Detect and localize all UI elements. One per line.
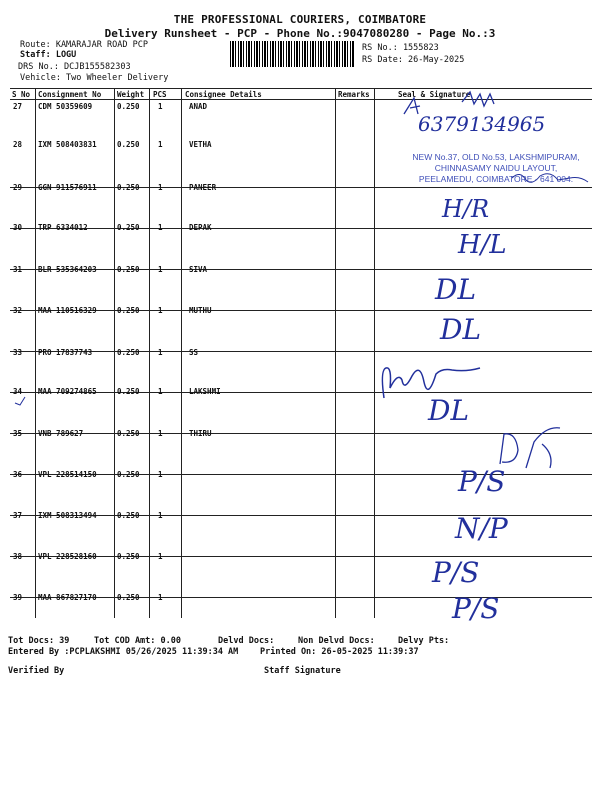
non-delvd-docs: Non Delvd Docs: <box>298 636 375 646</box>
row-consignment: TRP 6334012 <box>38 223 88 232</box>
row-weight: 0.250 <box>117 348 140 357</box>
mark-row29: H/R <box>442 195 490 223</box>
row-pcs: 1 <box>158 387 163 396</box>
row-pcs: 1 <box>158 511 163 520</box>
row-pcs: 1 <box>158 429 163 438</box>
row-sno: 30 <box>13 223 23 232</box>
row-weight: 0.250 <box>117 552 140 561</box>
row-consignment: VNB 789627 <box>38 429 84 438</box>
mark-row36: P/S <box>458 465 506 498</box>
staff-signature: Staff Signature <box>264 666 341 676</box>
row-pcs: 1 <box>158 223 163 232</box>
row-sno: 33 <box>13 348 23 357</box>
mark-row32: DL <box>440 313 482 346</box>
row-consignee: ANAD <box>189 102 208 111</box>
mark-row37: N/P <box>455 512 508 545</box>
tick-mark <box>13 393 27 407</box>
row-consignee: DEPAK <box>189 223 212 232</box>
row-weight: 0.250 <box>117 511 140 520</box>
row-weight: 0.250 <box>117 593 140 602</box>
row-weight: 0.250 <box>117 265 140 274</box>
verified-by: Verified By <box>8 666 65 676</box>
delvy-pts: Delvy Pts: <box>398 636 450 646</box>
row-consignment: MAA 110516329 <box>38 306 97 315</box>
row-consignment: GGN 911576911 <box>38 183 97 192</box>
row-consignment: VPL 228528160 <box>38 552 97 561</box>
tot-docs: Tot Docs: 39 <box>8 636 70 646</box>
row-sno: 39 <box>13 593 23 602</box>
route-label: Route: KAMARAJAR ROAD PCP <box>20 40 148 50</box>
row-consignment: VPL 228514150 <box>38 470 97 479</box>
row-sno: 35 <box>13 429 23 438</box>
row-consignee: SIVA <box>189 265 208 274</box>
row-sno: 32 <box>13 306 23 315</box>
barcode <box>230 41 355 67</box>
runsheet-title: Delivery Runsheet - PCP - Phone No.:9047080280 - Page No.:3 <box>104 27 496 40</box>
row-consignment: IXM 508313494 <box>38 511 97 520</box>
row-pcs: 1 <box>158 348 163 357</box>
col-remarks: Remarks <box>338 90 370 99</box>
rs-number: RS No.: 1555823 <box>362 43 439 53</box>
row-weight: 0.250 <box>117 429 140 438</box>
staff-label: Staff: LOGU <box>20 50 77 60</box>
row-weight: 0.250 <box>117 102 140 111</box>
col-sno: S No <box>12 90 31 99</box>
row-weight: 0.250 <box>117 387 140 396</box>
row-sno: 28 <box>13 140 23 149</box>
col-consignee: Consignee Details <box>185 90 262 99</box>
row-sno: 29 <box>13 183 23 192</box>
row-consignment: CDM 50359609 <box>38 102 93 111</box>
signature-stamp <box>510 168 590 188</box>
col-weight: Weight <box>117 90 145 99</box>
row-pcs: 1 <box>158 306 163 315</box>
handwritten-phone: 6379134965 <box>418 112 546 136</box>
row-consignee: SS <box>189 348 199 357</box>
row-pcs: 1 <box>158 265 163 274</box>
row-sno: 36 <box>13 470 23 479</box>
row-pcs: 1 <box>158 183 163 192</box>
drs-number: DRS No.: DCJB155582303 <box>18 62 131 72</box>
row-weight: 0.250 <box>117 223 140 232</box>
row-weight: 0.250 <box>117 306 140 315</box>
delvd-docs: Delvd Docs: <box>218 636 275 646</box>
printed-on: Printed On: 26-05-2025 11:39:37 <box>260 647 419 657</box>
row-pcs: 1 <box>158 102 163 111</box>
col-signature: Seal & Signature <box>398 90 471 99</box>
mark-row38: P/S <box>432 556 480 589</box>
mark-row30: H/L <box>458 230 507 260</box>
entered-by: Entered By :PCPLAKSHMI 05/26/2025 11:39:34 AM <box>8 647 239 657</box>
row-pcs: 1 <box>158 552 163 561</box>
row-consignment: IXM 508403831 <box>38 140 97 149</box>
row-sno: 38 <box>13 552 23 561</box>
vehicle-label: Vehicle: Two Wheeler Delivery <box>20 73 169 83</box>
row-consignee: VETHA <box>189 140 212 149</box>
row-consignee: MUTHU <box>189 306 212 315</box>
row-consignee: THIRU <box>189 429 212 438</box>
company-title: THE PROFESSIONAL COURIERS, COIMBATORE <box>173 13 427 26</box>
row-consignment: PRO 17837743 <box>38 348 93 357</box>
rs-date: RS Date: 26-May-2025 <box>362 55 465 65</box>
row-pcs: 1 <box>158 140 163 149</box>
row-sno: 27 <box>13 102 23 111</box>
address-stamp: NEW No.37, OLD No.53, LAKSHMIPURAM, CHINNASAMY NAIDU LAYOUT, PEELAMEDU, COIMBATORE - 641 004. <box>412 152 580 184</box>
row-consignee: LAKSHMI <box>189 387 221 396</box>
row-sno: 34 <box>13 387 23 396</box>
row-sno: 31 <box>13 265 23 274</box>
row-consignment: MAA 867827170 <box>38 593 97 602</box>
mark-row31: DL <box>435 273 477 306</box>
tot-cod-amt: Tot COD Amt: 0.00 <box>94 636 181 646</box>
mark-row34: DL <box>428 394 470 427</box>
row-consignment: MAA 709274865 <box>38 387 97 396</box>
col-consignment: Consignment No <box>38 90 102 99</box>
row-pcs: 1 <box>158 470 163 479</box>
row-consignee: PANEER <box>189 183 217 192</box>
col-pcs: PCS <box>153 90 167 99</box>
row-sno: 37 <box>13 511 23 520</box>
row-weight: 0.250 <box>117 470 140 479</box>
row-weight: 0.250 <box>117 183 140 192</box>
row-pcs: 1 <box>158 593 163 602</box>
mark-row39: P/S <box>452 592 500 625</box>
row-weight: 0.250 <box>117 140 140 149</box>
row-consignment: BLR 535364203 <box>38 265 97 274</box>
